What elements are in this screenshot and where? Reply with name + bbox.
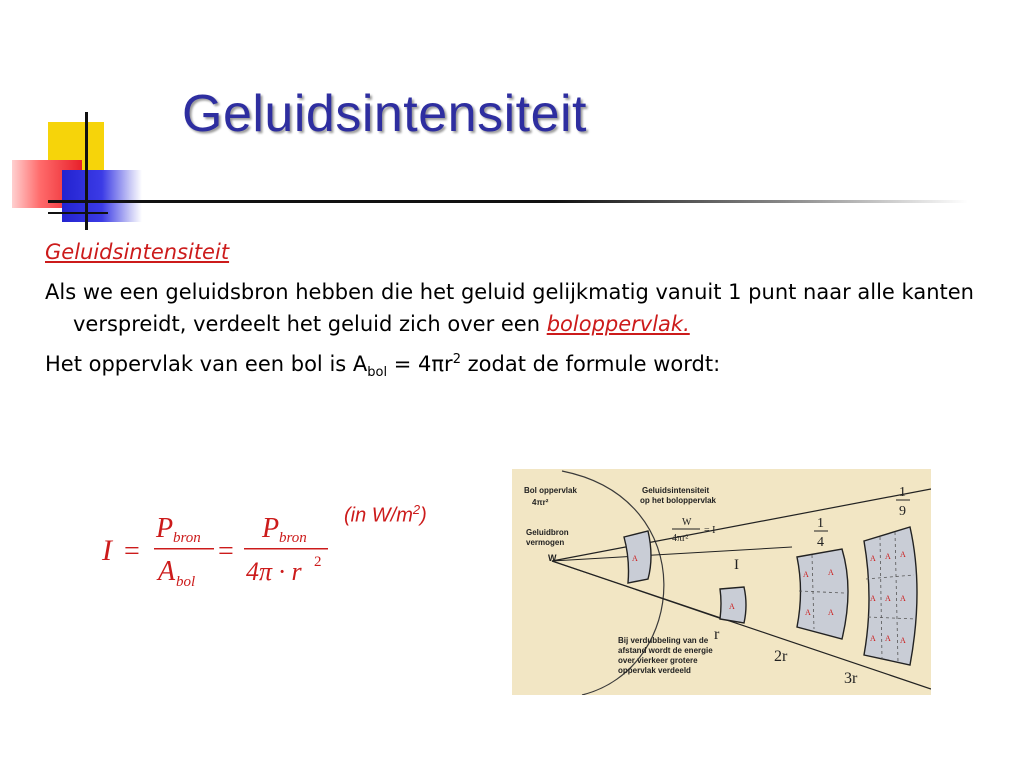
- area-label: A: [870, 634, 876, 643]
- label-source-1: Geluidbron: [526, 528, 569, 537]
- formula-den2: 4π · r: [246, 557, 302, 586]
- label-3r: 3r: [844, 670, 858, 687]
- area-label: A: [828, 608, 834, 617]
- unit-sup: 2: [412, 502, 421, 517]
- label-bol: Bol oppervlak: [524, 486, 577, 495]
- area-label: A: [870, 554, 876, 563]
- frac-1-9-num: 1: [899, 485, 906, 500]
- formula-num1-sub: bron: [173, 530, 201, 546]
- intensity-num: W: [682, 517, 692, 528]
- unit-text-a: (in W/m: [344, 504, 413, 527]
- slide-title: Geluidsintensiteit: [182, 85, 587, 143]
- short-rule: [48, 212, 108, 214]
- formula-eq-2: =: [218, 536, 234, 567]
- area-label: A: [803, 570, 809, 579]
- formula-den2-sup: 2: [314, 554, 322, 570]
- title-underline: [48, 200, 968, 203]
- fraction-bar-1: [154, 548, 214, 550]
- paragraph-intro-text: Als we een geluidsbron hebben die het geluid gelijkmatig vanuit 1 punt naar alle kanten verspreidt, verdeelt het geluid zich over een: [45, 280, 974, 336]
- slide-body: [45, 236, 985, 389]
- note-4: oppervlak verdeeld: [618, 666, 691, 675]
- unit-label: [344, 502, 427, 528]
- formula-num2: P: [262, 513, 280, 544]
- note-1: Bij verdubbeling van de: [618, 636, 709, 645]
- label-r: r: [714, 626, 720, 643]
- unit-text-b: ): [420, 504, 427, 527]
- highlight-boloppervlak: boloppervlak.: [546, 312, 690, 336]
- formula-den1: A: [158, 556, 176, 587]
- area-label: A: [900, 636, 906, 645]
- intensity-den: 4πr²: [672, 533, 689, 544]
- intensity-formula: [98, 504, 348, 604]
- formula-eq-1: =: [124, 536, 140, 567]
- label-intensity-1: Geluidsintensiteit: [642, 486, 710, 495]
- frac-1-4-den: 4: [817, 535, 824, 550]
- blue-square: [62, 170, 142, 222]
- label-source-2: vermogen: [526, 538, 565, 547]
- paragraph-intro: [45, 276, 985, 340]
- section-heading: Geluidsintensiteit: [45, 240, 230, 264]
- label-intensity-2: op het boloppervlak: [640, 496, 717, 505]
- frac-1-4-num: 1: [817, 516, 824, 531]
- surface-sup: 2: [452, 352, 461, 367]
- inverse-square-diagram: [512, 469, 931, 695]
- area-label: A: [729, 602, 735, 611]
- area-label: A: [900, 594, 906, 603]
- label-I: I: [734, 557, 739, 573]
- formula-I: I: [102, 534, 112, 567]
- formula-num2-sub: bron: [279, 530, 307, 546]
- surface-text-b: = 4πr: [387, 352, 453, 376]
- note-2: afstand wordt de energie: [618, 646, 713, 655]
- paragraph-surface: [45, 344, 985, 389]
- area-label: A: [632, 554, 638, 563]
- area-label: A: [805, 608, 811, 617]
- area-label: A: [885, 594, 891, 603]
- surface-text-a: Het oppervlak van een bol is A: [45, 352, 368, 376]
- area-label: A: [885, 634, 891, 643]
- frac-1-9-den: 9: [899, 504, 906, 519]
- label-2r: 2r: [774, 648, 788, 665]
- formula-den1-sub: bol: [176, 574, 196, 590]
- formula-num1: P: [156, 513, 174, 544]
- fraction-bar-2: [244, 548, 328, 550]
- label-bol-formula: 4πr²: [532, 498, 549, 507]
- area-label: A: [885, 552, 891, 561]
- note-3: over vierkeer grotere: [618, 656, 698, 665]
- area-label: A: [900, 550, 906, 559]
- area-label: A: [828, 568, 834, 577]
- area-label: A: [870, 594, 876, 603]
- surface-text-c: zodat de formule wordt:: [460, 352, 721, 376]
- surface-sub: bol: [367, 365, 388, 381]
- intensity-eq: = I: [704, 525, 716, 536]
- label-source-w: W: [548, 553, 557, 563]
